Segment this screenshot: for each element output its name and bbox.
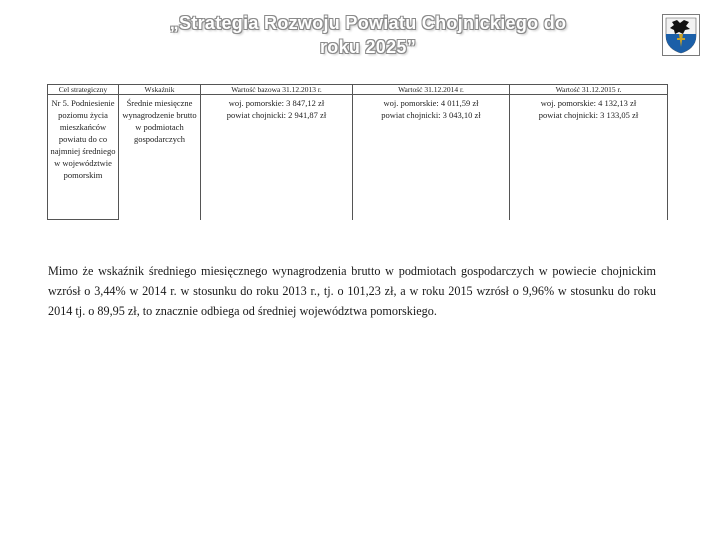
column-header-base-2013: Wartość bazowa 31.12.2013 r. [201,85,353,95]
value-2014-voivodeship-value: woj. pomorskie: 4 011,59 zł [383,98,479,108]
county-coat-of-arms-icon [662,14,700,56]
table-row [48,95,668,220]
indicator-cell [119,95,201,220]
table-header-row [48,85,668,95]
base-2013-county-value: powiat chojnicki: 2 941,87 zł [226,110,327,120]
value-2015-voivodeship-value: woj. pomorskie: 4 132,13 zł [540,98,637,108]
base-2013-voivodeship-value: woj. pomorskie: 3 847,12 zł [228,98,325,108]
strategic-goal-text: Nr 5. Podniesienie poziomu życia mieszkańców powiatu do co najmniej średniego w województwie pomorskim [50,98,116,180]
value-2015-cell [510,95,668,220]
column-header-2014: Wartość 31.12.2014 r. [353,85,510,95]
strategic-goal-cell [48,95,119,220]
summary-paragraph: Mimo że wskaźnik średniego miesięcznego wynagrodzenia brutto w podmiotach gospodarczych w powiecie chojnickim wzrósł o 3,44% w 2014 r. w stosunku do roku 2013 r., tj. o 101,23 zł, a w roku 2015 wzrósł o 9,96% w stosunku do roku 2014 tj. o 89,95 zł, to znacznie odbiega od średniej województwa pomorskiego. [48,264,656,319]
base-2013-cell [201,95,353,220]
indicator-text: Średnie miesięczne wynagrodzenie brutto w podmiotach gospodarczych [122,98,197,144]
column-header-2015: Wartość 31.12.2015 r. [510,85,668,95]
indicator-table [47,84,668,220]
column-header-indicator: Wskaźnik [119,85,201,95]
page-title: „Strategia Rozwoju Powiatu Chojnickiego do roku 2025” [169,13,567,57]
column-header-goal: Cel strategiczny [48,85,119,95]
value-2014-cell [353,95,510,220]
value-2014-county-value: powiat chojnicki: 3 043,10 zł [381,110,481,120]
value-2015-county-value: powiat chojnicki: 3 133,05 zł [538,110,639,120]
